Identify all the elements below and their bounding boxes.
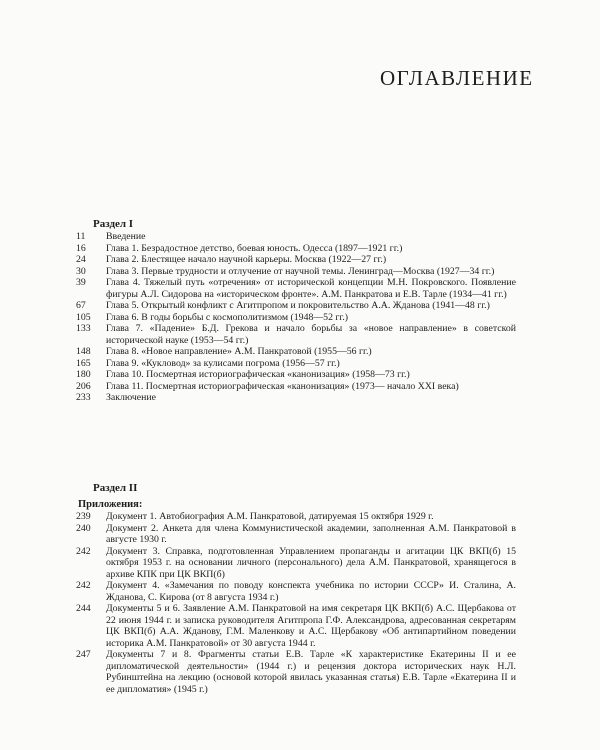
toc-page-number: 239 — [76, 511, 91, 522]
toc-entry[interactable] — [76, 580, 516, 603]
toc-entry-title: Глава 8. «Новое направление» А.М. Панкратовой (1955—56 гг.) — [106, 346, 372, 357]
section-1-list — [76, 231, 516, 404]
toc-page-number: 244 — [76, 603, 91, 614]
toc-entry-title: Глава 6. В годы борьбы с космополитизмом (1948—52 гг.) — [106, 311, 349, 323]
toc-page-number: 30 — [76, 265, 86, 277]
toc-page-number: 133 — [76, 323, 91, 334]
toc-entry-title: Глава 7. «Падение» Б.Д. Грекова и начало борьбы за «новое направление» в советской исторической науке (1953—54 гг.) — [106, 323, 516, 346]
toc-entry-title: Глава 11. Посмертная историографическая «канонизация» (1973— начало XXI века) — [106, 380, 459, 392]
toc-entry[interactable] — [76, 523, 516, 546]
toc-entry-title: Документ 3. Справка, подготовленная Управлением пропаганды и агитации ЦК ВКП(б) 15 октября 1953 г. на основании личного (персонального) дела А.М. Панкратовой, хранящегося в архиве КПК при ЦК ВКП(б) — [106, 545, 516, 580]
toc-page-number: 24 — [76, 254, 86, 265]
toc-page-number: 233 — [76, 392, 91, 403]
section-2-heading: Раздел II — [93, 482, 138, 494]
section-2-list — [76, 511, 516, 695]
toc-page-number: 105 — [76, 311, 91, 323]
toc-page-number: 165 — [76, 357, 91, 369]
toc-entry[interactable] — [76, 358, 516, 370]
toc-page-number: 39 — [76, 277, 86, 288]
toc-entry-title: Глава 1. Безрадостное детство, боевая юность. Одесса (1897—1921 гг.) — [106, 242, 403, 254]
toc-page-number: 247 — [76, 649, 91, 660]
toc-entry[interactable] — [76, 243, 516, 255]
toc-page-number: 180 — [76, 369, 91, 380]
toc-entry[interactable] — [76, 381, 516, 393]
toc-page-number: 242 — [76, 580, 91, 591]
toc-entry-title: Документ 2. Анкета для члена Коммунистической академии, заполненная А.М. Панкратовой в августе 1930 г. — [106, 522, 516, 545]
toc-page-number: 240 — [76, 522, 91, 534]
toc-entry[interactable] — [76, 649, 516, 695]
toc-entry[interactable] — [76, 266, 516, 278]
page-title: ОГЛАВЛЕНИЕ — [380, 66, 534, 90]
toc-page-number: 242 — [76, 545, 91, 557]
toc-entry-title: Введение — [106, 231, 146, 242]
toc-entry[interactable] — [76, 254, 516, 266]
toc-entry-title: Заключение — [106, 392, 156, 403]
toc-entry-title: Глава 10. Посмертная историографическая «канонизация» (1958—73 гг.) — [106, 369, 410, 380]
toc-entry-title: Глава 4. Тяжелый путь «отречения» от исторической концепции М.Н. Покровского. Появление фигуры А.Л. Сидорова на «историческом фронте». А.М. Панкратова и Е.В. Тарле (1934—41 гг.) — [106, 277, 516, 300]
toc-page-number: 67 — [76, 300, 86, 311]
toc-entry[interactable] — [76, 369, 516, 381]
toc-entry-title: Документ 4. «Замечания по поводу конспекта учебника по истории СССР» И. Сталина, А. Жданова, С. Кирова (от 8 августа 1934 г.) — [106, 580, 516, 603]
toc-entry-title: Глава 5. Открытый конфликт с Агитпропом и покровительство А.А. Жданова (1941—48 гг.) — [106, 300, 490, 311]
toc-entry[interactable] — [76, 546, 516, 581]
toc-entry[interactable] — [76, 346, 516, 358]
toc-entry[interactable] — [76, 277, 516, 300]
toc-entry[interactable] — [76, 511, 516, 523]
toc-page-number: 206 — [76, 380, 91, 392]
toc-entry-title: Глава 3. Первые трудности и отлучение от научной темы. Ленинград—Москва (1927—34 гг.) — [106, 265, 495, 277]
toc-page-number: 16 — [76, 242, 86, 254]
toc-entry[interactable] — [76, 300, 516, 312]
toc-entry[interactable] — [76, 231, 516, 243]
toc-entry-title: Глава 9. «Кукловод» за кулисами погрома (1956—57 гг.) — [106, 357, 340, 369]
toc-entry[interactable] — [76, 392, 516, 404]
toc-entry[interactable] — [76, 323, 516, 346]
toc-page-number: 148 — [76, 346, 91, 357]
toc-entry-title: Документы 5 и 6. Заявление А.М. Панкратовой на имя секретаря ЦК ВКП(б) А.С. Щербакова от 22 июня 1944 г. и записка руководителя Агитпропа Г.Ф. Александрова, адресованная секретарям ЦК ВКП(б) А.А. Жданову, Г.М. Маленкову и А.С. Щербакову «Об антипартийном поведении историка А.М. Панкратовой» от 30 августа 1944 г. — [106, 603, 516, 649]
toc-entry-title: Глава 2. Блестящее начало научной карьеры. Москва (1922—27 гг.) — [106, 254, 387, 265]
toc-entry-title: Документы 7 и 8. Фрагменты статьи Е.В. Тарле «К характеристике Екатерины II и ее дипломатической деятельности» (1944 г.) и рецензия доктора исторических наук Н.Л. Рубинштейна на лекцию (основой которой явилась указанная статья) Е.В. Тарле «Екатерина II и ее дипломатия» (1945 г.) — [106, 649, 516, 695]
appendix-heading: Приложения: — [78, 499, 143, 510]
toc-entry-title: Документ 1. Автобиография А.М. Панкратовой, датируемая 15 октября 1929 г. — [106, 511, 434, 522]
toc-page-number: 11 — [76, 231, 86, 242]
toc-entry[interactable] — [76, 603, 516, 649]
toc-entry[interactable] — [76, 312, 516, 324]
section-1-heading: Раздел I — [93, 218, 134, 230]
